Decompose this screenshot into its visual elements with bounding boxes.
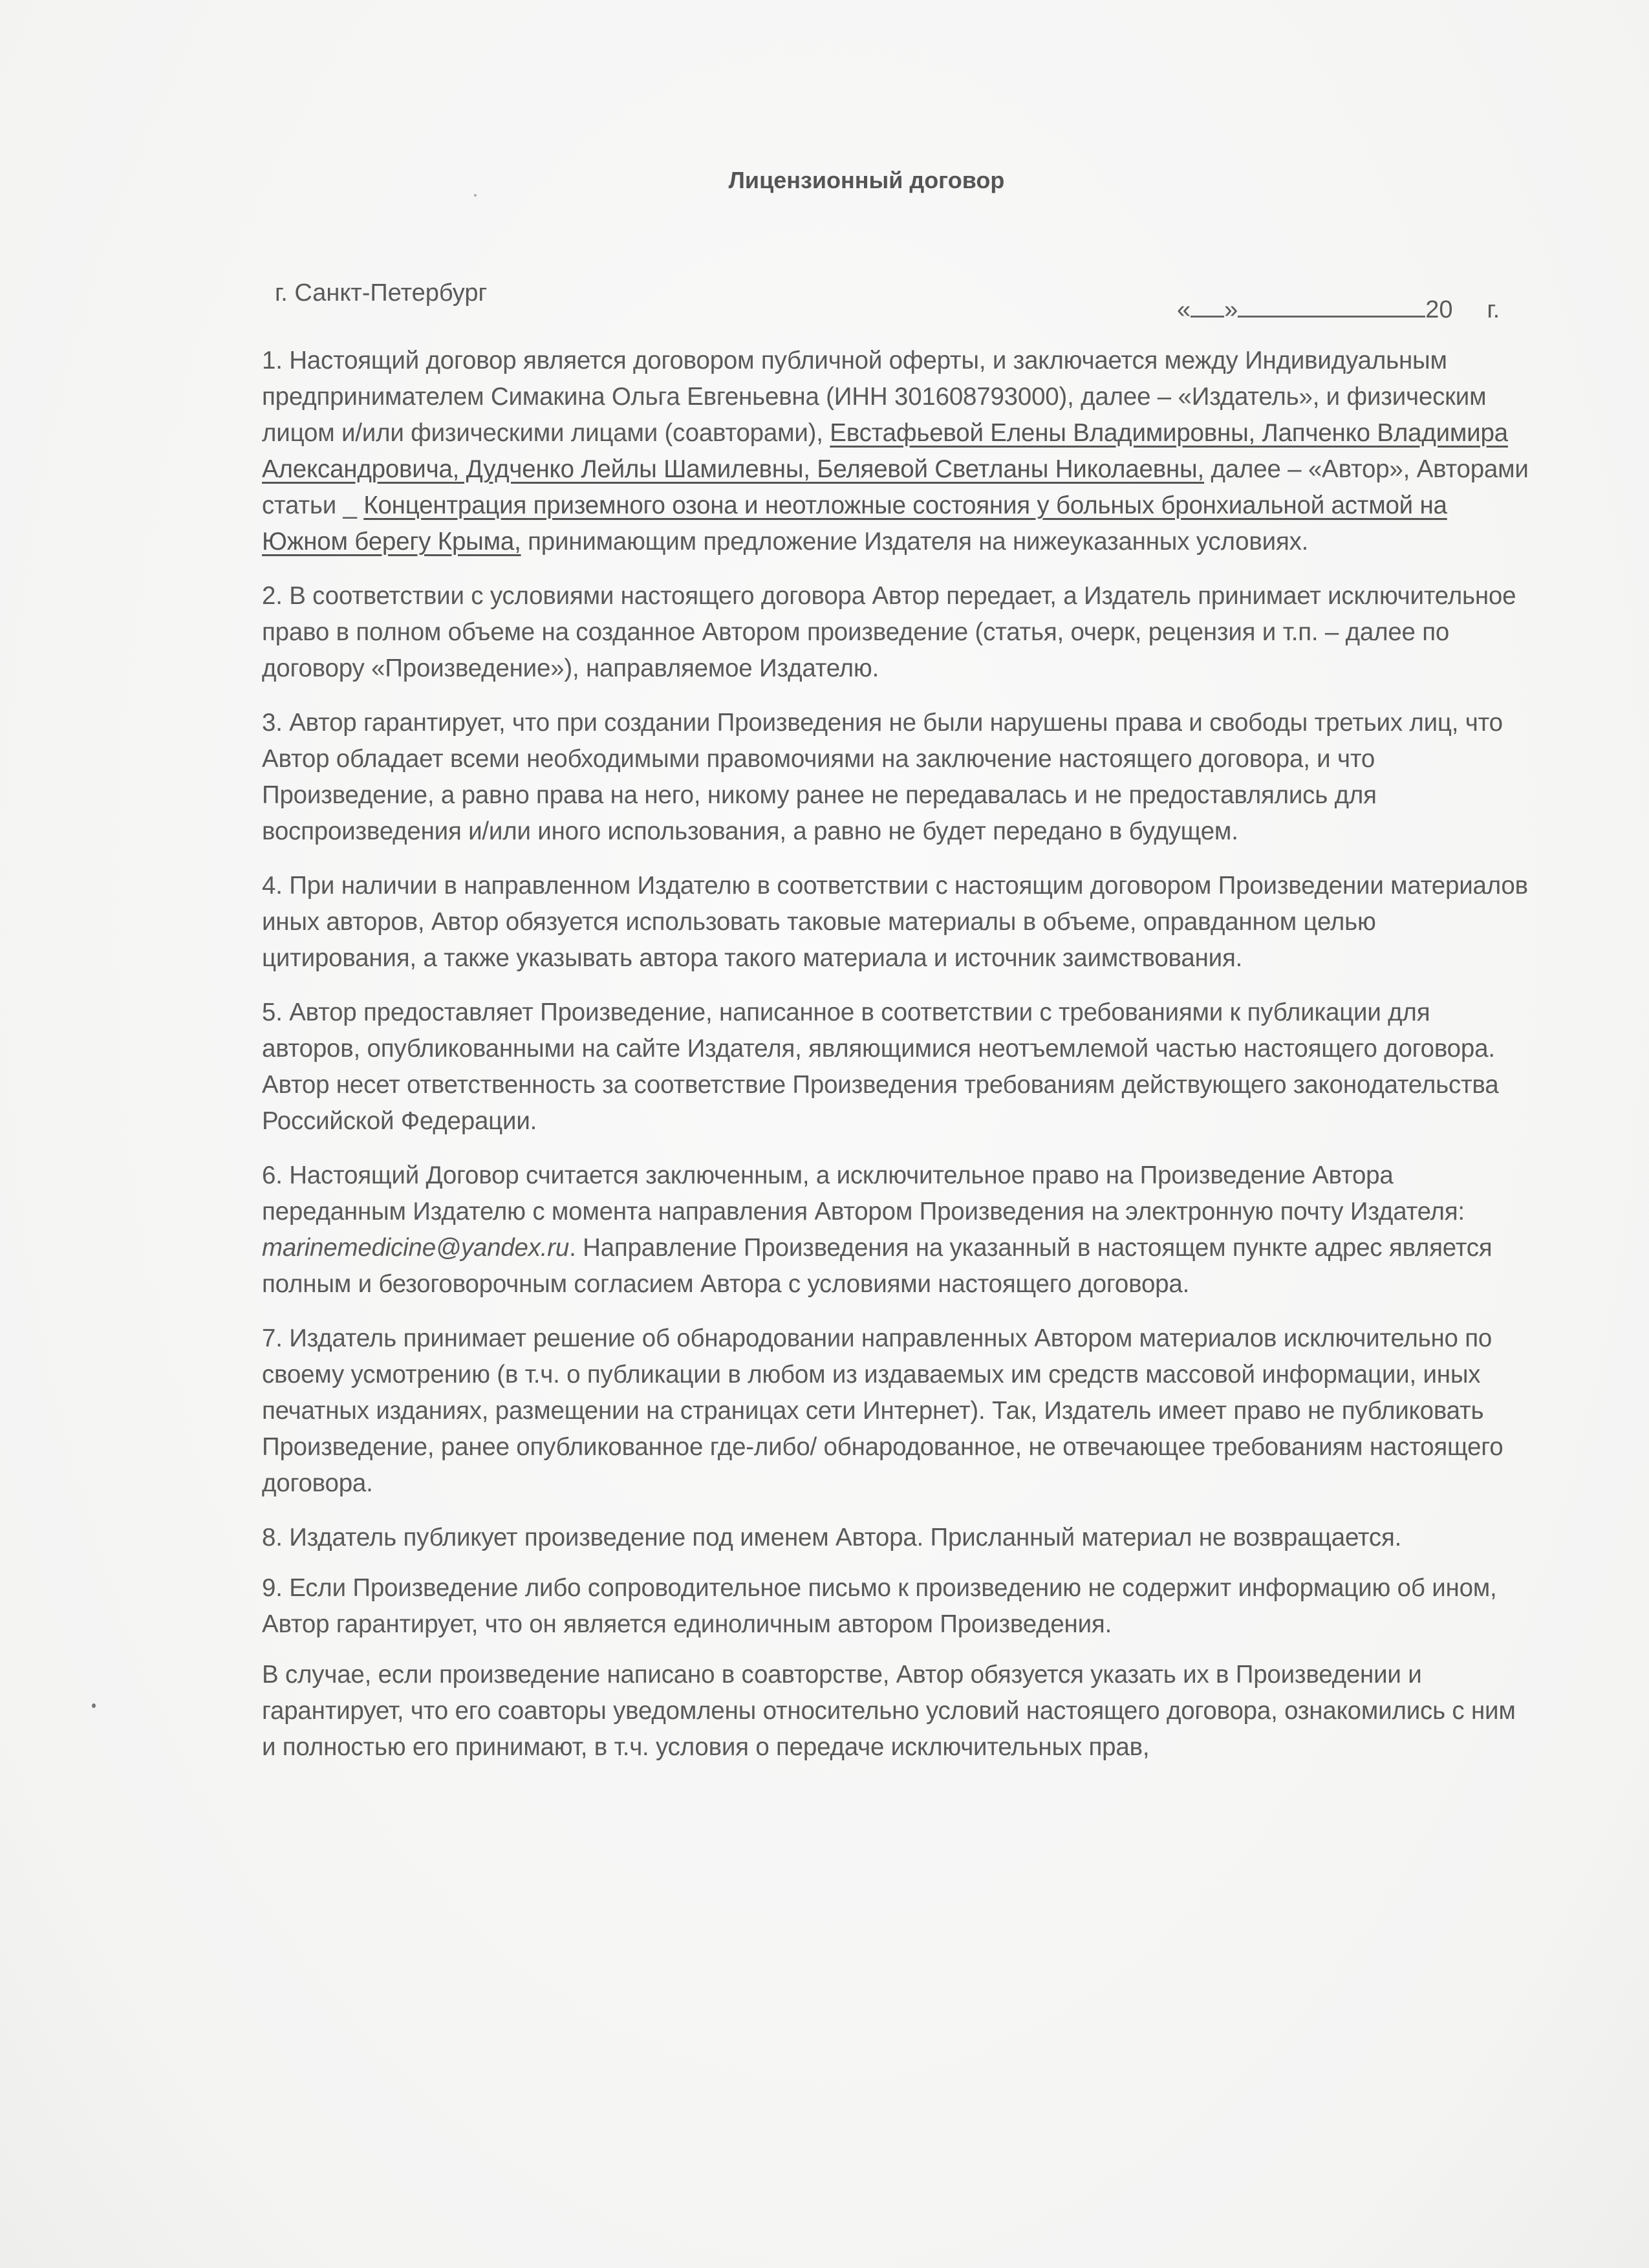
clause-8: 8. Издатель публикует произведение под именем Автора. Присланный материал не возвращается. — [262, 1524, 1402, 1551]
year-prefix: 20 — [1425, 296, 1453, 323]
clause-6-text-b: . Направление Произведения на указанный в настоящем пункте адрес является полным и безоговорочным согласием Автора с условиями настоящего договора. — [262, 1234, 1493, 1298]
clause-9-coauthors: В случае, если произведение написано в соавторстве, Автор обязуется указать их в Произведении и гарантирует, что его соавторы уведомлены относительно условий настоящего договора, ознакомились с ним и полностью его принимают, в т.ч. условия о передаче исключительных прав, — [262, 1661, 1516, 1761]
clause-1 — [262, 343, 1529, 560]
clause-9: 9. Если Произведение либо сопроводительное письмо к произведению не содержит информацию об ином, Автор гарантирует, что он является единоличным автором Произведения. — [262, 1574, 1497, 1638]
contract-date-line — [1177, 296, 1500, 324]
scan-speck — [474, 194, 477, 197]
year-suffix: г. — [1487, 296, 1500, 323]
scan-speck — [92, 1703, 96, 1708]
clause-4: 4. При наличии в направленном Издателю в соответствии с настоящим договором Произведении материалов иных авторов, Автор обязуется использовать таковые материалы в объеме, оправданном целью цитирования, а также указывать автора такого материала и источник заимствования. — [262, 872, 1528, 972]
day-blank — [1191, 296, 1224, 318]
clause-1-text-b: далее – «Автор», Авторами статьи _ — [262, 455, 1529, 519]
clause-1-text-a: 1. Настоящий договор является договором публичной оферты, и заключается между Индивидуальным предпринимателем Симакина Ольга Евгеньевна (ИНН 301608793000), далее – «Издатель», и физическим лицом и/или физическими лицами (соавторами), — [262, 347, 1487, 447]
contract-body — [262, 343, 1529, 1784]
clause-1-authors: Евстафьевой Елены Владимировны, Лапченко Владимира Александровича, Дудченко Лейлы Шамилевны, Беляевой Светланы Николаевны, — [262, 419, 1508, 483]
clause-1-article-title: Концентрация приземного озона и неотложные состояния у больных бронхиальной астмой на Южном берегу Крыма, — [262, 491, 1447, 556]
clause-5: 5. Автор предоставляет Произведение, написанное в соответствии с требованиями к публикации для авторов, опубликованными на сайте Издателя, являющимися неотъемлемой частью настоящего договора. Автор несет ответственность за соответствие Произведения требованиям действующего законодательства Российской Федерации. — [262, 999, 1499, 1135]
clause-7: 7. Издатель принимает решение об обнародовании направленных Автором материалов исключительно по своему усмотрению (в т.ч. о публикации в любом из издаваемых им средств массовой информации, иных печатных изданиях, размещении на страницах сети Интернет). Так, Издатель имеет право не публиковать Произведение, ранее опубликованное где-либо/ обнародованное, не отвечающее требованиям настоящего договора. — [262, 1324, 1503, 1497]
publisher-email: marinemedicine@yandex.ru — [262, 1234, 570, 1262]
clause-3: 3. Автор гарантирует, что при создании Произведения не были нарушены права и свободы третьих лиц, что Автор обладает всеми необходимыми правомочиями на заключение настоящего договора, и что Произведение, а равно права на него, никому ранее не передавалась и не предоставлялись для воспроизведения и/или иного использования, а равно не будет передано в будущем. — [262, 709, 1503, 845]
clause-1-text-c: принимающим предложение Издателя на нижеуказанных условиях. — [521, 528, 1309, 556]
clause-6-text-a: 6. Настоящий Договор считается заключенным, а исключительное право на Произведение Автора переданным Издателю с момента направления Автором Произведения на электронную почту Издателя: — [262, 1161, 1465, 1226]
month-blank — [1238, 296, 1425, 318]
document-title: Лицензионный договор — [728, 167, 1005, 193]
contract-city: г. Санкт-Петербург — [275, 279, 488, 307]
date-open-quote: « — [1177, 296, 1191, 323]
clause-6 — [262, 1158, 1529, 1302]
clause-2: 2. В соответствии с условиями настоящего договора Автор передает, а Издатель принимает исключительное право в полном объеме на созданное Автором произведение (статья, очерк, рецензия и т.п. – далее по договору «Произведение»), направляемое Издателю. — [262, 582, 1516, 682]
date-close-quote: » — [1224, 296, 1238, 323]
